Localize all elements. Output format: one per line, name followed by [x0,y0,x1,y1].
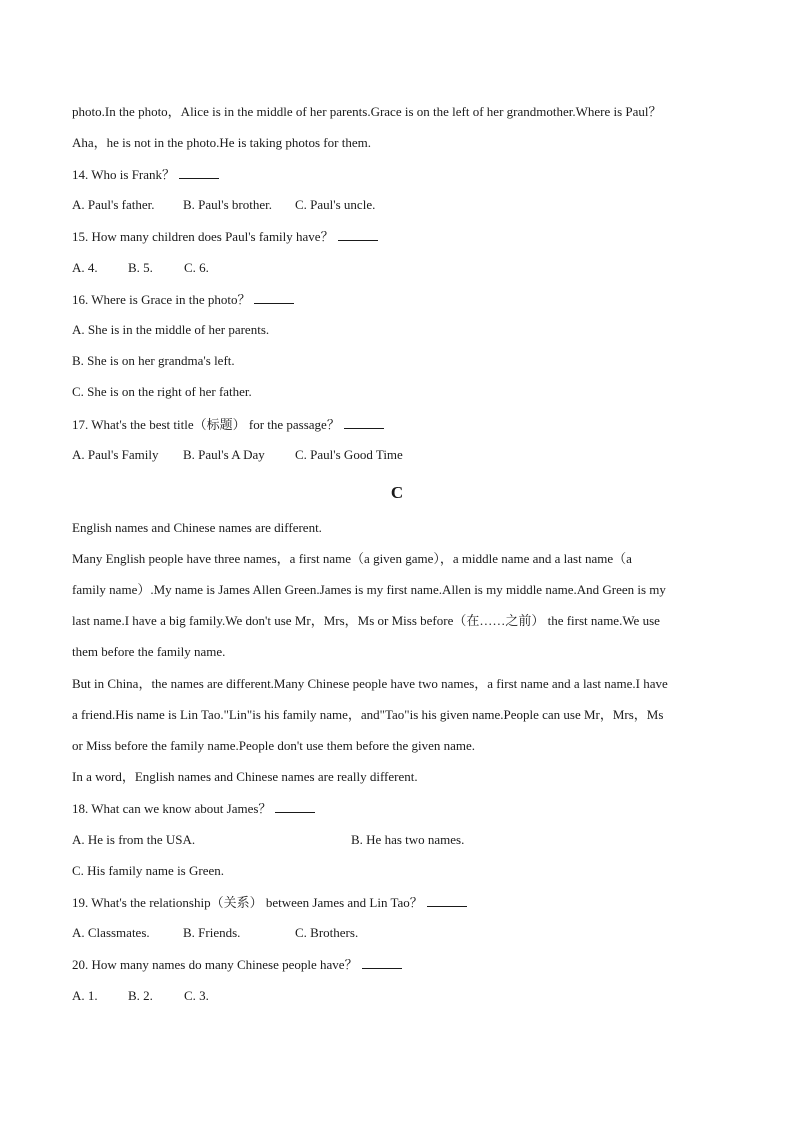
question-14-text: 14. Who is Frank？ [72,167,176,182]
question-20-options [72,988,722,1004]
option-c[interactable]: C. 3. [184,988,209,1003]
question-19-options [72,925,722,941]
option-b[interactable]: B. 5. [128,260,153,275]
question-18-options [72,832,722,848]
question-17-text: 17. What's the best title（标题） for the passage？ [72,417,340,432]
passage-line: Aha，he is not in the photo.He is taking photos for them. [72,135,371,150]
question-20 [72,956,722,973]
option-b[interactable]: B. Friends. [183,925,241,940]
question-14-options [72,197,722,213]
passage-line: English names and Chinese names are different. [72,520,322,535]
passage-line: or Miss before the family name.People don't use them before the given name. [72,738,476,753]
option-a[interactable]: A. He is from the USA. [72,832,196,847]
option-b[interactable]: B. 2. [128,988,153,1003]
passage-line: family name）.My name is James Allen Green.James is my first name.Allen is my middle name.And Green is my [72,582,666,597]
option-c[interactable]: C. Paul's Good Time [295,447,403,462]
question-19 [72,894,722,911]
question-16 [72,291,722,308]
question-17 [72,416,722,433]
passage-line: last name.I have a big family.We don't use Mr，Mrs，Ms or Miss before（在……之前） the first name.We use [72,613,660,628]
option-c[interactable]: C. His family name is Green. [72,863,224,878]
answer-blank[interactable] [275,800,315,813]
question-18-text: 18. What can we know about James？ [72,801,272,816]
option-a[interactable]: A. 4. [72,260,98,275]
section-heading: C [390,483,404,502]
passage-line: But in China，the names are different.Many Chinese people have two names，a first name and a last name.I have [72,676,668,691]
option-c[interactable]: C. Brothers. [295,925,359,940]
question-18 [72,800,722,817]
answer-blank[interactable] [427,894,467,907]
question-20-text: 20. How many names do many Chinese people have？ [72,957,358,972]
option-b[interactable]: B. Paul's brother. [183,197,273,212]
question-15-text: 15. How many children does Paul's family have？ [72,229,334,244]
answer-blank[interactable] [254,291,294,304]
question-15-options [72,260,722,276]
option-a[interactable]: A. She is in the middle of her parents. [72,322,270,337]
option-b[interactable]: B. He has two names. [351,832,465,847]
option-c[interactable]: C. Paul's uncle. [295,197,376,212]
passage-line: them before the family name. [72,644,226,659]
question-17-options [72,447,722,463]
option-a[interactable]: A. Paul's Family [72,447,159,462]
option-a[interactable]: A. Classmates. [72,925,150,940]
question-19-text: 19. What's the relationship（关系） between James and Lin Tao？ [72,895,423,910]
passage-line: photo.In the photo，Alice is in the middle of her parents.Grace is on the left of her grandmother.Where is Paul？ [72,104,662,119]
option-b[interactable]: B. She is on her grandma's left. [72,353,235,368]
question-15 [72,228,722,245]
answer-blank[interactable] [344,416,384,429]
question-14 [72,166,722,183]
option-c[interactable]: C. 6. [184,260,209,275]
passage-line: In a word，English names and Chinese names are really different. [72,769,418,784]
answer-blank[interactable] [362,956,402,969]
option-c[interactable]: C. She is on the right of her father. [72,384,252,399]
passage-line: Many English people have three names，a first name（a given game），a middle name and a last name（a [72,551,632,566]
answer-blank[interactable] [179,166,219,179]
option-a[interactable]: A. 1. [72,988,98,1003]
passage-line: a friend.His name is Lin Tao."Lin"is his family name，and"Tao"is his given name.People can use Mr，Mrs，Ms [72,707,664,722]
option-a[interactable]: A. Paul's father. [72,197,155,212]
question-16-text: 16. Where is Grace in the photo？ [72,292,251,307]
option-b[interactable]: B. Paul's A Day [183,447,265,462]
answer-blank[interactable] [338,228,378,241]
